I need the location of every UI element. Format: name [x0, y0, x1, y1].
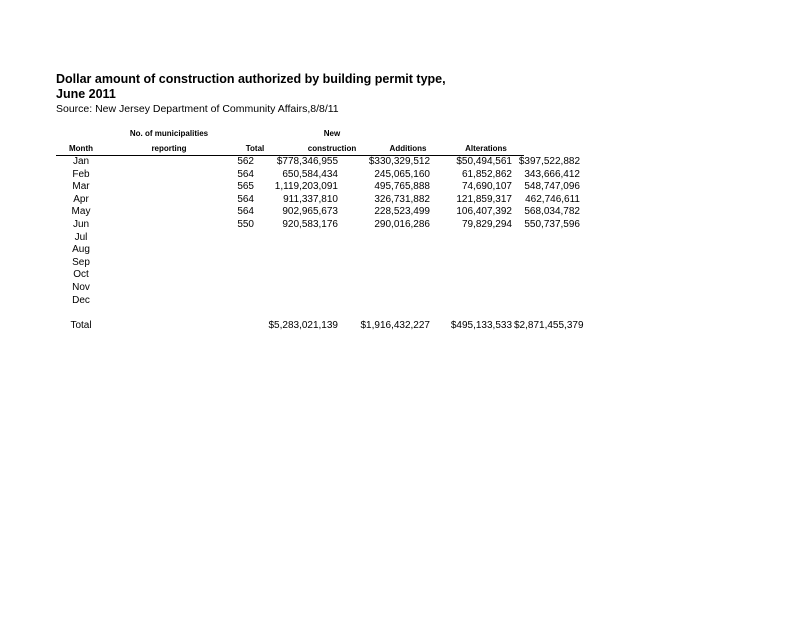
cell-total: $778,346,955 [276, 156, 338, 167]
cell-month: Oct [73, 269, 89, 281]
table-row [56, 193, 580, 207]
cell-municipalities: 564 [237, 168, 254, 180]
cell-month: Feb [72, 168, 90, 180]
cell-additions: 74,690,107 [461, 181, 512, 193]
table-row [56, 244, 526, 257]
cell-new-construction: 495,765,888 [374, 181, 430, 193]
cell-new-construction: 290,016,286 [374, 218, 430, 230]
cell-municipalities: 565 [237, 181, 254, 193]
cell-total: 902,965,673 [282, 206, 338, 218]
header-month: Month [69, 144, 93, 153]
cell-month: Jan [72, 156, 90, 167]
header-total: Total [245, 144, 265, 153]
header-municipalities-line2: reporting [151, 144, 187, 153]
source-note: Source: New Jersey Department of Community Affairs,8/8/11 [56, 103, 339, 115]
table-row [56, 218, 580, 232]
table-row [56, 168, 580, 182]
cell-month: May [71, 206, 91, 218]
table-row [56, 295, 526, 308]
cell-alterations: 550,737,596 [524, 218, 580, 230]
cell-month: Mar [72, 181, 90, 193]
cell-additions: 61,852,862 [461, 168, 512, 180]
cell-alterations: 568,034,782 [524, 206, 580, 218]
table-row [56, 282, 526, 295]
cell-month: Jun [72, 218, 90, 230]
cell-month: Sep [72, 256, 90, 268]
table-row [56, 156, 580, 169]
cell-alterations: $397,522,882 [518, 156, 580, 167]
table-row [56, 257, 526, 270]
cell-additions: 106,407,392 [456, 206, 512, 218]
cell-month: Nov [72, 281, 90, 293]
table-row [56, 269, 526, 282]
cell-month: Aug [72, 244, 90, 256]
cell-alterations: 548,747,096 [524, 181, 580, 193]
totals-row [56, 319, 584, 332]
cell-new-construction: 245,065,160 [374, 168, 430, 180]
cell-total: 920,583,176 [282, 218, 338, 230]
title-line-2: June 2011 [56, 87, 116, 101]
cell-total: 911,337,810 [283, 193, 338, 205]
cell-municipalities: 564 [237, 193, 254, 205]
data-table [56, 156, 580, 307]
cell-month: Dec [72, 294, 90, 306]
table-row [56, 181, 580, 194]
cell-total: 1,119,203,091 [274, 181, 338, 193]
totals-new-construction: $1,916,432,227 [360, 320, 430, 331]
cell-month: Apr [73, 193, 89, 205]
totals-alterations: $2,871,455,379 [514, 320, 584, 331]
cell-additions: $50,494,561 [456, 156, 512, 167]
cell-month: Jul [74, 231, 88, 243]
cell-municipalities: 550 [237, 218, 254, 230]
header-new-line2: construction [307, 144, 357, 153]
cell-alterations: 462,746,611 [525, 193, 580, 205]
header-municipalities-line1: No. of municipalities [129, 129, 209, 138]
cell-new-construction: 326,731,882 [374, 193, 430, 205]
header-additions: Additions [389, 144, 427, 153]
totals-additions: $495,133,533 [450, 320, 512, 331]
cell-new-construction: $330,329,512 [368, 156, 430, 167]
cell-municipalities: 562 [237, 156, 254, 167]
table-row [56, 232, 526, 245]
title-line-1: Dollar amount of construction authorized by building permit type, [56, 72, 446, 86]
document-title [56, 72, 446, 102]
cell-alterations: 343,666,412 [524, 168, 580, 180]
cell-additions: 79,829,294 [461, 218, 512, 230]
cell-additions: 121,859,317 [456, 193, 512, 205]
header-alterations: Alterations [465, 144, 507, 153]
header-new-line1: New [323, 129, 341, 138]
table-row [56, 206, 580, 219]
cell-new-construction: 228,523,499 [374, 206, 430, 218]
cell-total: 650,584,434 [282, 168, 338, 180]
totals-total: $5,283,021,139 [268, 320, 338, 331]
table-header [56, 129, 526, 157]
totals-label: Total [70, 320, 92, 331]
cell-municipalities: 564 [237, 206, 254, 218]
